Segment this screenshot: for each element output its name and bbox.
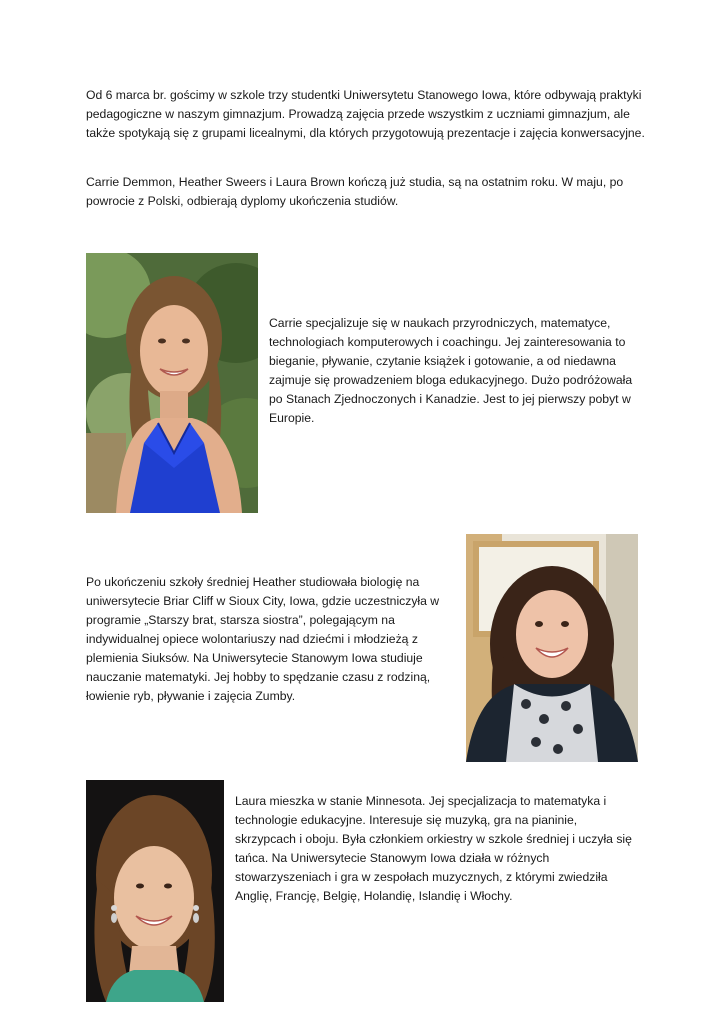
- heather-portrait-photo: [466, 534, 638, 762]
- carrie-bio: Carrie specjalizuje się w naukach przyrodniczych, matematyce, technologiach komputerowych i coachingu. Jej zainteresowania to bieganie, pływanie, czytanie książek i gotowanie, a od niedawna zajmuje się prowadzeniem bloga edukacyjnego. Dużo podróżowała po Stanach Zjednoczonych i Kanadzie. Jest to jej pierwszy pobyt w Europie.: [269, 316, 633, 425]
- laura-bio: Laura mieszka w stanie Minnesota. Jej specjalizacja to matematyka i technologie edukacyjne. Interesuje się muzyką, gra na pianinie, skrzypcach i oboju. Była członkiem orkiestry w szkole średniej i uczyła się tańca. Na Uniwersytecie Stanowym Iowa działa w różnych stowarzyszeniach i gra w zespołach muzycznych, z którymi zwiedziła Anglię, Francję, Belgię, Holandię, Islandię i Włochy.: [235, 794, 632, 903]
- laura-portrait-photo: [86, 780, 224, 1002]
- heather-bio: Po ukończeniu szkoły średniej Heather studiowała biologię na uniwersytecie Briar Cliff w Sioux City, Iowa, gdzie uczestniczyła w programie „Starszy brat, starsza siostra”, polegającym na indywidualnej opiece wolontariuszy nad dziećmi i młodzieżą z plemienia Siuksów. Na Uniwersytecie Stanowym Iowa studiuje nauczanie matematyki. Jej hobby to spędzanie czasu z rodziną, łowienie ryb, pływanie i zajęcia Zumby.: [86, 575, 440, 703]
- intro-paragraph-2: Carrie Demmon, Heather Sweers i Laura Brown kończą już studia, są na ostatnim roku. W maju, po powrocie z Polski, odbierają dyplomy ukończenia studiów.: [86, 175, 624, 208]
- carrie-portrait-photo: [86, 253, 258, 513]
- intro-paragraph-1: Od 6 marca br. gościmy w szkole trzy studentki Uniwersytetu Stanowego Iowa, które odbywają praktyki pedagogiczne w naszym gimnazjum. Prowadzą zajęcia przede wszystkim z uczniami gimnazjum, ale także spotykają się z grupami licealnymi, dla których przygotowują prezentacje i zajęcia konwersacyjne.: [86, 88, 645, 140]
